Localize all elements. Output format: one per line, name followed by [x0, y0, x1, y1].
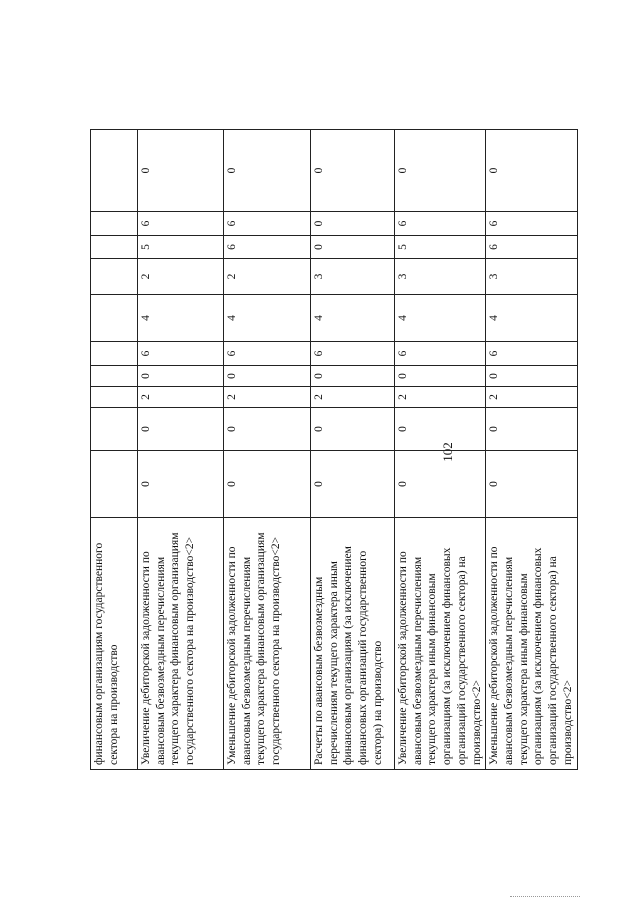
- code-cell: 0: [395, 366, 486, 387]
- code-cell: 0: [138, 451, 224, 518]
- code-cell: 0: [224, 130, 311, 212]
- code-cell: 4: [311, 295, 395, 342]
- code-cell: [91, 130, 138, 212]
- code-cell: 0: [311, 451, 395, 518]
- table-row: [224, 130, 311, 770]
- code-cell: 6: [486, 236, 577, 259]
- code-cell: [91, 366, 138, 387]
- code-cell: 0: [311, 366, 395, 387]
- code-cell: [91, 212, 138, 236]
- code-cell: 0: [395, 130, 486, 212]
- code-cell: 2: [138, 387, 224, 408]
- code-cell: 6: [395, 342, 486, 366]
- code-cell: 0: [395, 451, 486, 518]
- code-cell: [91, 259, 138, 295]
- row-description: Расчеты по авансовым безвозмездным перечислениям текущего характера иным финансовым организациям (за исключением финансовых организаций государственного сектора) на производство: [311, 518, 395, 770]
- table-row: [395, 130, 486, 770]
- code-cell: 2: [395, 387, 486, 408]
- code-cell: 0: [224, 366, 311, 387]
- code-cell: 0: [138, 408, 224, 451]
- code-cell: 0: [224, 408, 311, 451]
- code-cell: 4: [224, 295, 311, 342]
- code-cell: 0: [138, 366, 224, 387]
- table-row: [138, 130, 224, 770]
- code-cell: 2: [311, 387, 395, 408]
- code-cell: 0: [311, 212, 395, 236]
- code-cell: [91, 387, 138, 408]
- code-cell: 0: [486, 130, 577, 212]
- code-cell: 6: [486, 342, 577, 366]
- code-cell: 6: [224, 236, 311, 259]
- code-cell: 4: [486, 295, 577, 342]
- code-cell: 6: [224, 342, 311, 366]
- row-description: Увеличение дебиторской задолженности по авансовым безвозмездным перечислениям текущего характера финансовым организациям государственного сектора на производство<2>: [138, 518, 224, 770]
- code-cell: 0: [224, 451, 311, 518]
- code-cell: [91, 451, 138, 518]
- code-cell: 0: [311, 130, 395, 212]
- table-row: [311, 130, 395, 770]
- code-cell: [91, 342, 138, 366]
- code-cell: 5: [138, 236, 224, 259]
- code-cell: 3: [395, 259, 486, 295]
- row-description: Уменьшение дебиторской задолженности по авансовым безвозмездным перечислениям текущего характера финансовым организациям государственного сектора на производство<2>: [224, 518, 311, 770]
- row-description: Уменьшение дебиторской задолженности по авансовым безвозмездным перечислениям текущего характера иным финансовым организациям (за исключением финансовых организаций государственного сектора) на производство<2>: [486, 518, 577, 770]
- code-cell: 6: [138, 342, 224, 366]
- code-cell: 6: [395, 212, 486, 236]
- code-cell: 0: [486, 366, 577, 387]
- code-cell: 5: [395, 236, 486, 259]
- code-cell: 0: [486, 408, 577, 451]
- code-cell: 2: [224, 387, 311, 408]
- rotated-table-container: [90, 130, 574, 770]
- code-cell: 2: [138, 259, 224, 295]
- code-cell: 6: [224, 212, 311, 236]
- code-cell: 6: [311, 342, 395, 366]
- code-cell: 0: [311, 408, 395, 451]
- accounts-table: [90, 129, 578, 770]
- row-description: Увеличение дебиторской задолженности по авансовым безвозмездным перечислениям текущего характера иным финансовым организациям (за исключением финансовых организаций государственного сектора) на производство<2>: [395, 518, 486, 770]
- row-description: финансовым организациям государственного сектора на производство: [91, 518, 138, 770]
- code-cell: 0: [311, 236, 395, 259]
- code-cell: 6: [486, 212, 577, 236]
- code-cell: 6: [138, 212, 224, 236]
- code-cell: 3: [486, 259, 577, 295]
- code-cell: 4: [395, 295, 486, 342]
- table-row: [486, 130, 577, 770]
- page-number: 102: [440, 442, 455, 462]
- code-cell: 4: [138, 295, 224, 342]
- code-cell: [91, 236, 138, 259]
- code-cell: [91, 408, 138, 451]
- code-cell: 2: [486, 387, 577, 408]
- code-cell: 2: [224, 259, 311, 295]
- table-body: [91, 130, 578, 770]
- code-cell: 0: [395, 408, 486, 451]
- scan-artifact: [510, 896, 580, 901]
- code-cell: 0: [138, 130, 224, 212]
- table-row: [91, 130, 138, 770]
- code-cell: 0: [486, 451, 577, 518]
- code-cell: [91, 295, 138, 342]
- code-cell: 3: [311, 259, 395, 295]
